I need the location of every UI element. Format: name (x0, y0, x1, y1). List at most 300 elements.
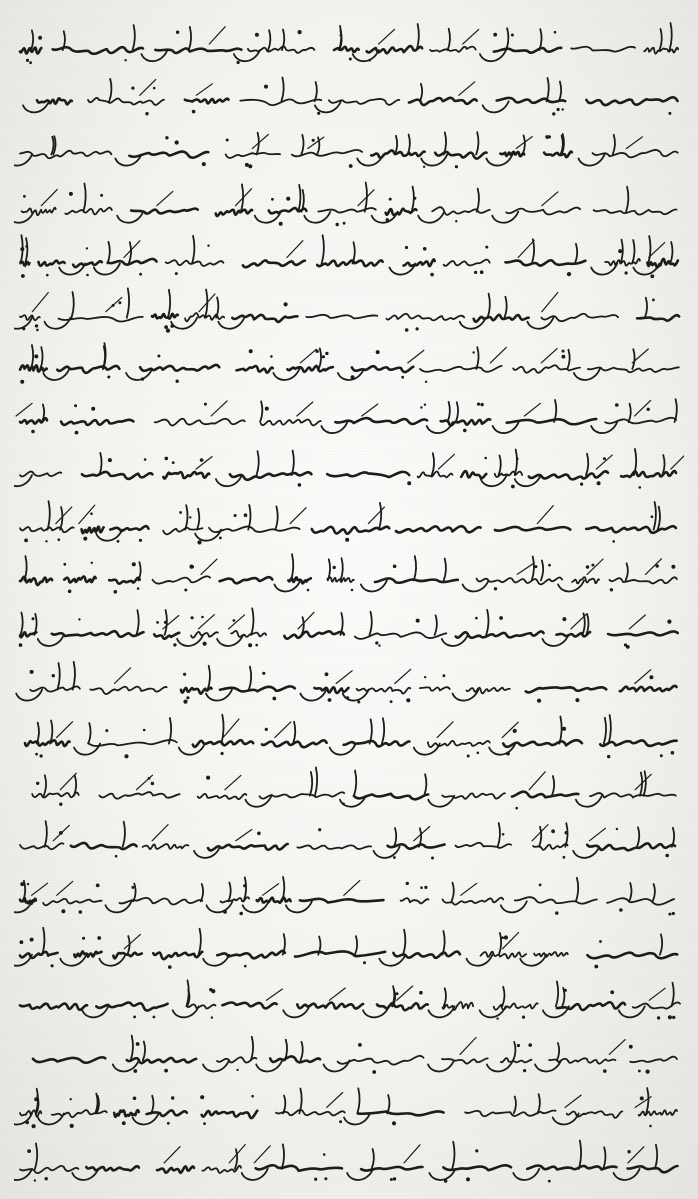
ink-stroke (461, 471, 486, 478)
ink-stroke (607, 898, 674, 905)
ink-dot (114, 590, 118, 594)
ink-dot (333, 566, 336, 569)
ink-dot (420, 886, 423, 889)
ink-slant (60, 773, 76, 790)
ink-slant (229, 615, 245, 629)
ink-dot (255, 33, 259, 37)
ink-ascender (448, 29, 450, 50)
ink-slant (124, 241, 140, 258)
ink-dot (186, 696, 189, 699)
ink-ascender (432, 453, 434, 475)
ink-slant (198, 615, 214, 629)
ink-tail (574, 369, 600, 380)
ink-dot (271, 198, 274, 201)
ink-ascender (576, 878, 578, 902)
handwritten-line (14, 1134, 684, 1188)
ink-dot (265, 407, 269, 411)
ink-dot (357, 701, 360, 704)
ink-dot (234, 514, 237, 517)
ink-stroke (567, 1111, 623, 1118)
handwritten-line-strokes (14, 1134, 684, 1188)
ink-dot (63, 563, 66, 566)
handwritten-line-strokes (14, 974, 684, 1028)
ink-stroke (193, 740, 253, 747)
ink-tail (619, 1006, 645, 1017)
ink-dot (137, 587, 140, 590)
ink-slant (460, 1038, 476, 1055)
ink-ascender (444, 132, 446, 154)
ink-stroke (534, 952, 568, 957)
ink-stroke (53, 47, 143, 54)
ink-dot (627, 1150, 630, 1153)
ink-dot (672, 912, 675, 915)
ink-dot (610, 588, 613, 591)
ink-dot (133, 1016, 136, 1019)
ink-dot (647, 408, 650, 411)
ink-stroke (318, 208, 376, 213)
handwritten-line-strokes (14, 282, 684, 336)
ink-stroke (401, 898, 429, 903)
ink-ascender (403, 930, 405, 955)
ink-dot (390, 700, 393, 703)
handwritten-line-strokes (14, 442, 684, 496)
ink-ascender (283, 1096, 285, 1114)
handwritten-line (14, 1081, 684, 1135)
ink-stroke (497, 98, 566, 103)
ink-dot (165, 457, 169, 461)
ink-dot (279, 222, 283, 226)
ink-stroke (155, 419, 245, 426)
ink-stroke (587, 953, 677, 959)
ink-stroke (90, 687, 166, 694)
ink-ascender (25, 238, 27, 263)
ink-dot (298, 30, 302, 34)
ink-stroke (442, 793, 505, 799)
ink-dot (477, 752, 480, 755)
ink-ascender (532, 557, 534, 581)
ink-stroke (608, 631, 678, 635)
ink-tail (558, 580, 584, 591)
ink-dot (340, 34, 343, 37)
ink-ascender (268, 30, 270, 50)
ink-slant (211, 401, 227, 416)
ink-dot (139, 539, 142, 542)
ink-dot (511, 485, 515, 489)
ink-dot (393, 565, 397, 569)
ink-slant (542, 192, 558, 206)
ink-ascender (73, 662, 75, 690)
ink-stroke (297, 845, 371, 849)
ink-ascender (523, 135, 525, 154)
ink-ascender (168, 290, 170, 318)
ink-dot (564, 989, 567, 992)
ink-stroke (610, 577, 677, 583)
ink-dot (74, 404, 77, 407)
ink-stroke (248, 46, 315, 52)
ink-ascender (670, 23, 672, 50)
ink-tail (493, 422, 519, 433)
ink-tail (374, 847, 400, 858)
ink-ascender (298, 185, 300, 212)
ink-slant (635, 774, 651, 789)
ink-ascender (292, 451, 294, 476)
ink-ascender (629, 883, 631, 901)
ink-stroke (620, 686, 677, 691)
ink-ascender (315, 768, 317, 796)
ink-ascender (143, 1042, 145, 1061)
ink-slant (408, 350, 424, 363)
handwritten-line (14, 122, 684, 176)
ink-dot (32, 617, 35, 620)
ink-dot (219, 537, 222, 540)
ink-slant (628, 1147, 644, 1163)
ink-dot (625, 271, 628, 274)
ink-stroke (593, 150, 678, 157)
ink-dot (430, 273, 434, 277)
ink-stroke (33, 1057, 105, 1062)
ink-dot (494, 587, 497, 590)
ink-dot (328, 698, 332, 702)
ink-ascender (44, 775, 46, 795)
ink-dot (392, 1121, 396, 1125)
ink-slant (225, 775, 241, 789)
ink-ascender (567, 350, 569, 369)
ink-ascender (417, 24, 419, 50)
ink-ascender (127, 288, 129, 317)
ink-tail (591, 422, 617, 433)
ink-stroke (209, 527, 300, 533)
ink-ascender (655, 1145, 657, 1169)
ink-dot (616, 828, 618, 830)
ink-ascender (539, 29, 541, 50)
ink-dot (455, 220, 457, 222)
ink-dot (26, 59, 29, 62)
ink-slant (209, 27, 225, 44)
ink-slant (252, 135, 268, 149)
ink-tail (614, 1169, 640, 1180)
ink-dot (349, 58, 352, 61)
ink-ascender (565, 823, 567, 847)
ink-dot (100, 194, 103, 197)
ink-dot (345, 538, 349, 542)
ink-stroke (243, 260, 305, 267)
ink-tail (283, 1006, 309, 1017)
ink-dot (20, 940, 24, 944)
ink-dot (463, 429, 467, 433)
ink-stroke (231, 631, 266, 637)
ink-dot (211, 989, 215, 993)
handwritten-line (14, 69, 684, 123)
ink-tail (321, 422, 347, 433)
ink-dot (513, 729, 517, 733)
ink-ascender (538, 1094, 540, 1113)
ink-stroke (88, 740, 177, 746)
ink-tail (206, 690, 232, 701)
ink-dot (420, 406, 422, 408)
ink-stroke (572, 577, 599, 583)
ink-dot (618, 249, 622, 253)
ink-dot (31, 430, 35, 434)
ink-dot (176, 31, 179, 34)
ink-dot (21, 274, 25, 278)
ink-ascender (20, 613, 22, 635)
ink-ascender (486, 610, 488, 635)
ink-dot (638, 1070, 641, 1073)
ink-stroke (20, 315, 40, 320)
ink-stroke (39, 261, 65, 266)
ink-ascender (420, 84, 422, 102)
ink-ascender (251, 608, 253, 635)
ink-dot (262, 672, 265, 675)
ink-ascender (99, 453, 101, 475)
ink-stroke (456, 631, 544, 637)
ink-dot (396, 992, 399, 995)
ink-dot (599, 940, 602, 943)
ink-dot (284, 302, 288, 306)
ink-slant (596, 455, 612, 469)
ink-ascender (541, 561, 543, 581)
ink-ascender (444, 559, 446, 581)
ink-stroke (20, 1166, 78, 1173)
ink-ascender (282, 877, 284, 901)
ink-ascender (136, 610, 138, 635)
ink-dot (522, 1016, 525, 1019)
ink-stroke (477, 578, 562, 585)
ink-ascender (644, 771, 646, 795)
handwritten-line-strokes (14, 761, 684, 815)
ink-dot (108, 458, 112, 462)
ink-ascender (370, 719, 372, 743)
ink-dot (586, 565, 590, 569)
ink-stroke (64, 576, 96, 582)
ink-stroke (586, 97, 677, 105)
ink-slant (437, 722, 453, 738)
ink-tail (324, 1060, 350, 1071)
ink-ascender (414, 556, 416, 580)
ink-ascender (353, 242, 355, 263)
ink-stroke (432, 207, 490, 215)
handwritten-line (14, 495, 684, 549)
ink-dot (562, 617, 566, 621)
ink-stroke (526, 687, 607, 692)
ink-slant (115, 668, 131, 684)
ink-dot (122, 1121, 126, 1125)
ink-stroke (371, 150, 424, 157)
ink-dot (615, 403, 619, 407)
ink-ascender (74, 776, 76, 796)
ink-dot (480, 403, 483, 406)
ink-tail (171, 318, 197, 329)
handwritten-line (14, 921, 684, 975)
ink-ascender (235, 1149, 237, 1169)
ink-stroke (295, 951, 385, 956)
ink-stroke (507, 419, 597, 424)
ink-dot (342, 802, 345, 805)
ink-slant (263, 884, 279, 896)
ink-stroke (334, 47, 359, 52)
ink-tail (286, 901, 312, 912)
ink-dot (475, 617, 478, 620)
ink-ascender (424, 774, 426, 795)
ink-ascender (244, 877, 246, 901)
ink-slant (395, 669, 411, 683)
ink-dot (192, 110, 196, 114)
ink-dot (323, 1153, 326, 1156)
ink-ascender (151, 1096, 153, 1114)
ink-dot (117, 540, 120, 543)
ink-stroke (587, 843, 675, 850)
ink-stroke (20, 952, 58, 958)
ink-tail (14, 212, 34, 223)
ink-ascender (88, 723, 90, 744)
ink-tail (38, 635, 64, 646)
ink-ascender (556, 982, 558, 1007)
ink-dot (200, 458, 204, 462)
ink-slant (490, 347, 506, 363)
ink-slant (671, 453, 684, 469)
ink-dot (151, 782, 154, 785)
ink-ascender (45, 821, 47, 847)
ink-stroke (114, 1110, 139, 1117)
ink-dot (646, 1070, 650, 1074)
ink-ascender (131, 1036, 133, 1061)
ink-ascender (499, 456, 501, 476)
ink-ascender (452, 883, 454, 902)
ink-stroke (43, 899, 102, 905)
ink-slant (57, 722, 73, 738)
ink-dot (207, 245, 209, 247)
ink-stroke (361, 1167, 422, 1171)
ink-dot (96, 884, 100, 888)
ink-tail (14, 155, 32, 166)
ink-ascender (34, 614, 36, 635)
ink-slant (589, 828, 605, 841)
ink-dot (466, 1177, 470, 1181)
ink-slant (201, 559, 217, 574)
handwritten-line (14, 335, 684, 389)
ink-slant (336, 671, 352, 684)
ink-stroke (256, 1165, 342, 1171)
ink-stroke (109, 578, 140, 584)
ink-dot (20, 882, 24, 886)
ink-dot (315, 350, 318, 353)
ink-dot (389, 198, 392, 201)
ink-dot (567, 272, 571, 276)
ink-ascender (586, 454, 588, 475)
ink-ascender (539, 827, 541, 847)
ink-dot (390, 1178, 393, 1181)
ink-dot (517, 1044, 520, 1047)
ink-dot (368, 59, 371, 62)
ink-ascender (672, 983, 674, 1007)
ink-ascender (251, 1037, 253, 1061)
ink-dot (34, 354, 38, 358)
ink-dot (86, 274, 89, 277)
ink-ascender (83, 184, 85, 212)
ink-dot (203, 642, 207, 646)
ink-dot (153, 1016, 156, 1019)
ink-slant (646, 559, 662, 575)
ink-slant (609, 1040, 625, 1055)
ink-stroke (74, 952, 101, 958)
ink-stroke (428, 741, 490, 747)
ink-stroke (367, 46, 422, 53)
ink-dot (243, 884, 246, 887)
ink-slant (542, 293, 558, 312)
ink-ascender (341, 558, 343, 580)
handwritten-line-strokes (14, 548, 684, 602)
ink-dot (35, 324, 38, 327)
ink-dot (30, 670, 34, 674)
ink-tail (94, 264, 120, 275)
ink-dot (171, 1096, 174, 1099)
ink-slant (164, 1147, 180, 1163)
ink-dot (97, 936, 101, 940)
ink-stroke (198, 794, 247, 799)
ink-dot (189, 516, 191, 518)
ink-dot (551, 829, 555, 833)
ink-dot (58, 538, 61, 541)
ink-dot (166, 329, 170, 333)
ink-dot (233, 619, 236, 622)
ink-dot (221, 752, 224, 755)
ink-ascender (654, 502, 656, 530)
ink-dot (34, 1097, 38, 1101)
ink-slant (635, 670, 651, 684)
ink-ascender (138, 562, 140, 580)
handwritten-line (14, 761, 684, 815)
ink-dot (118, 301, 121, 304)
ink-stroke (586, 526, 676, 533)
ink-stroke (388, 844, 445, 848)
ink-dot (474, 271, 477, 274)
ink-stroke (220, 577, 273, 583)
ink-dot (562, 727, 566, 731)
ink-stroke (628, 1166, 678, 1172)
ink-ascender (561, 136, 563, 155)
ink-dot (141, 377, 144, 380)
ink-dot (424, 404, 426, 406)
ink-stroke (637, 315, 679, 320)
ink-ascender (221, 715, 223, 744)
ink-stroke (32, 793, 78, 798)
handwritten-line-strokes (14, 655, 684, 709)
ink-stroke (600, 740, 676, 746)
ink-dot (557, 108, 560, 111)
ink-stroke (418, 471, 453, 477)
ink-dot (668, 913, 671, 916)
ink-ascender (379, 503, 381, 530)
ink-dot (528, 1043, 532, 1047)
ink-dot (167, 1122, 170, 1125)
ink-slant (152, 825, 168, 841)
ink-ascender (660, 29, 662, 50)
ink-ascender (387, 1095, 389, 1113)
ink-stroke (226, 153, 280, 158)
ink-dot (40, 754, 43, 757)
ink-ascender (109, 79, 111, 101)
ink-stroke (335, 418, 427, 424)
ink-dot (363, 961, 366, 964)
ink-ascender (201, 884, 203, 901)
ink-dot (552, 112, 555, 115)
ink-dot (324, 1177, 327, 1180)
ink-stroke (52, 631, 144, 637)
ink-dot (245, 163, 249, 167)
ink-ascender (58, 663, 60, 689)
ink-stroke (557, 632, 591, 636)
ink-stroke (467, 688, 510, 694)
